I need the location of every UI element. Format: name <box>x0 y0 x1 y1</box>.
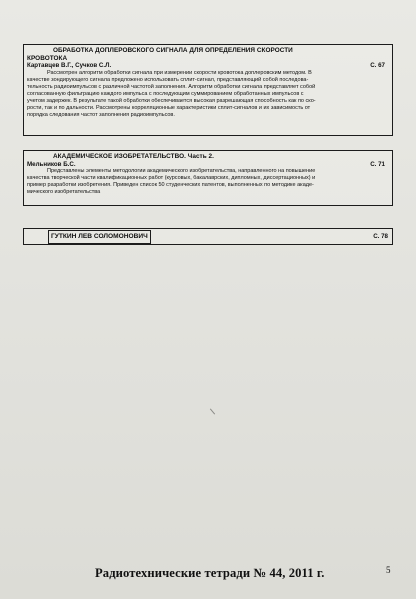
page-number: 5 <box>386 565 391 575</box>
abstract-line: тельность радиоимпульсов с различной частотой заполнения. Алгоритм обработки сигнала представляет собой <box>27 83 316 90</box>
abstract-line: пример разработки изобретения. Приведен список 50 студенческих патентов, выполненных по методике акаде- <box>27 182 314 189</box>
article-page-ref: С. 71 <box>370 160 385 168</box>
person-page-ref: С. 78 <box>373 233 388 240</box>
scan-mark <box>210 408 215 414</box>
article-byline <box>27 161 389 168</box>
abstract-line: мического изобретательства <box>27 189 101 196</box>
abstract-line: согласованную фильтрацию каждого импульса с последующим суммированием обработанных импульсов с <box>27 90 304 97</box>
abstract-line: Представлены элементы методологии академического изобретательства, направленного на повышение <box>47 167 316 174</box>
article-entry-content <box>27 47 389 119</box>
abstract-line: Рассмотрен алгоритм обработки сигнала при измерении скорости кровотока доплеровским методом. В <box>47 69 312 76</box>
journal-footer-title: Радиотехнические тетради № 44, 2011 г. <box>95 566 325 580</box>
article-page-ref: С. 67 <box>370 62 385 70</box>
article-byline <box>27 62 389 69</box>
abstract-line: качестве зондирующего сигнала предложено использовать сплит-сигнал, представляющий собой последова- <box>27 76 309 83</box>
article-title-line: КРОВОТОКА <box>27 54 68 62</box>
article-entry-content <box>27 153 389 196</box>
abstract-line: порядка следования частот заполнения радиоимпульсов. <box>27 111 175 118</box>
article-authors: Картавцев В.Г., Сучков С.Л. <box>27 62 112 70</box>
abstract-line: качества творческой части квалификационных работ (курсовых, бакалаврских, дипломных, диссертационных) и <box>27 175 316 182</box>
abstract-line: рости, так и по дальности. Рассмотрены корреляционные характеристики сплит-сигналов и их зависимость от <box>27 104 311 111</box>
abstract-line: учетом задержек. В результате такой обработки обеспечивается высокая разрешающая способность как по ско- <box>27 97 316 104</box>
article-entry-invention <box>23 150 393 206</box>
person-name: ГУТКИН ЛЕВ СОЛОМОНОВИЧ <box>48 230 151 244</box>
article-entry-doppler <box>23 44 393 136</box>
person-entry-row <box>24 230 392 243</box>
person-entry <box>23 228 393 245</box>
article-authors: Мельников Б.С. <box>27 160 76 168</box>
article-title-line: ОБРАБОТКА ДОПЛЕРОВСКОГО СИГНАЛА ДЛЯ ОПРЕДЕЛЕНИЯ СКОРОСТИ <box>53 47 293 54</box>
article-title-line: АКАДЕМИЧЕСКОЕ ИЗОБРЕТАТЕЛЬСТВО. Часть 2. <box>53 153 214 160</box>
article-abstract <box>27 168 389 196</box>
article-abstract <box>27 70 389 119</box>
